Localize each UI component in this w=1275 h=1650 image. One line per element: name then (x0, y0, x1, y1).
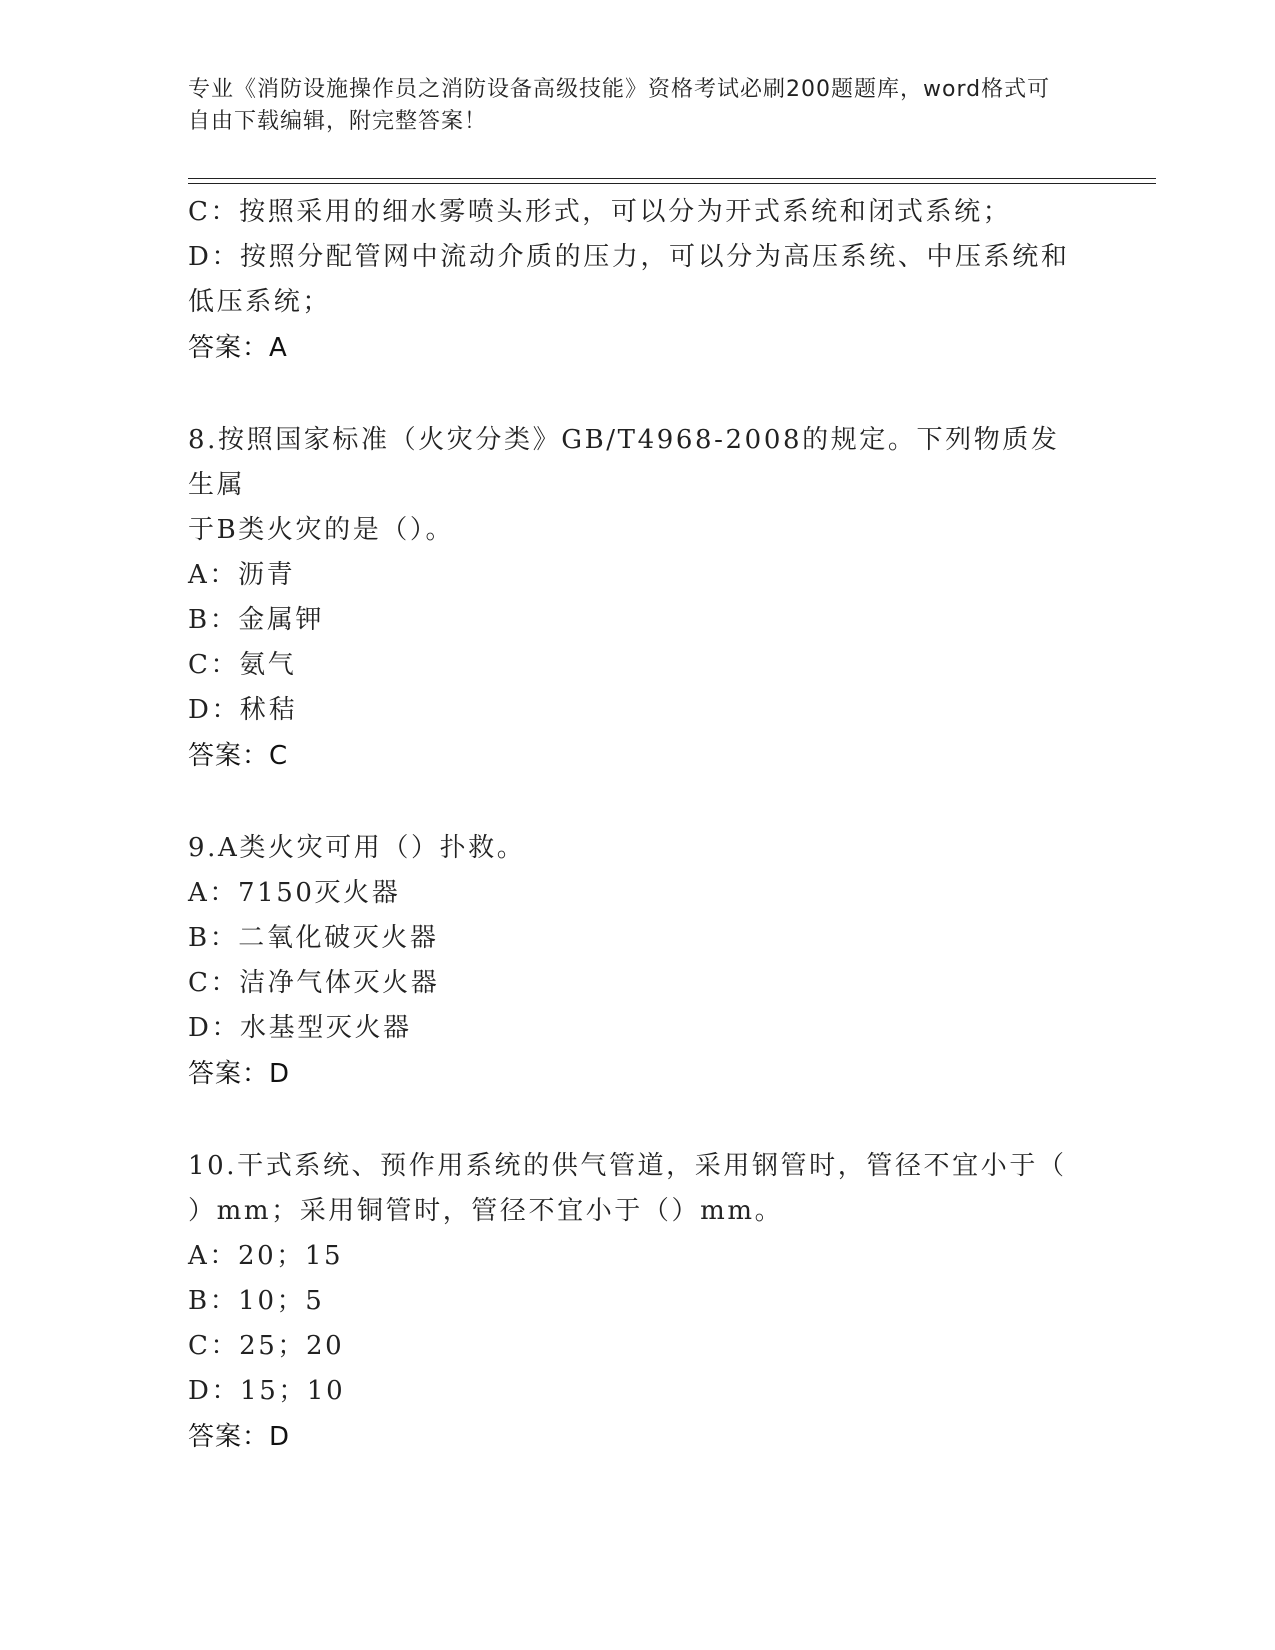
option-d: D：水基型灭火器 (188, 1013, 412, 1043)
question-7-continuation (188, 190, 1088, 371)
option-d: D：秫秸 (188, 695, 298, 725)
option-c: C：洁净气体灭火器 (188, 968, 440, 998)
option-a: A：20；15 (188, 1241, 344, 1271)
question-stem: 9.A类火灾可用（）扑救。 (188, 833, 526, 863)
question-stem: 于B类火灾的是（）。 (188, 515, 455, 545)
question-9 (188, 826, 1088, 1097)
header-rule-top (188, 178, 1156, 179)
answer: 答案：D (188, 1422, 291, 1452)
header-rule-bottom (188, 183, 1156, 184)
option-c: C：氨气 (188, 650, 297, 680)
option-d: D：15；10 (188, 1376, 346, 1406)
option-a: A：7150灭火器 (188, 878, 401, 908)
option-b: B：10；5 (188, 1286, 325, 1316)
document-header: 专业《消防设施操作员之消防设备高级技能》资格考试必刷200题题库，word格式可自由下载编辑，附完整答案！ (188, 77, 1051, 134)
question-stem: 8.按照国家标准（火灾分类》GB/T4968-2008的规定。下列物质发生属 (188, 425, 1060, 500)
option-a: A：沥青 (188, 560, 296, 590)
answer: 答案：A (188, 333, 288, 363)
question-8 (188, 418, 1088, 779)
question-stem: ）mm；采用铜管时，管径不宜小于（）mm。 (188, 1196, 784, 1226)
option-d: D：按照分配管网中流动介质的压力，可以分为高压系统、中压系统和 (188, 242, 1070, 272)
option-c: C：25；20 (188, 1331, 345, 1361)
option-b: B：二氧化破灭火器 (188, 923, 439, 953)
option-d-continued: 低压系统； (188, 287, 332, 317)
option-b: B：金属钾 (188, 605, 325, 635)
option-c: C：按照采用的细水雾喷头形式，可以分为开式系统和闭式系统； (188, 197, 1012, 227)
document-body (188, 190, 1088, 1460)
answer: 答案：D (188, 1059, 291, 1089)
answer: 答案：C (188, 741, 289, 771)
question-stem: 10.干式系统、预作用系统的供气管道，采用钢管时，管径不宜小于（ (188, 1151, 1067, 1181)
question-10 (188, 1144, 1088, 1460)
